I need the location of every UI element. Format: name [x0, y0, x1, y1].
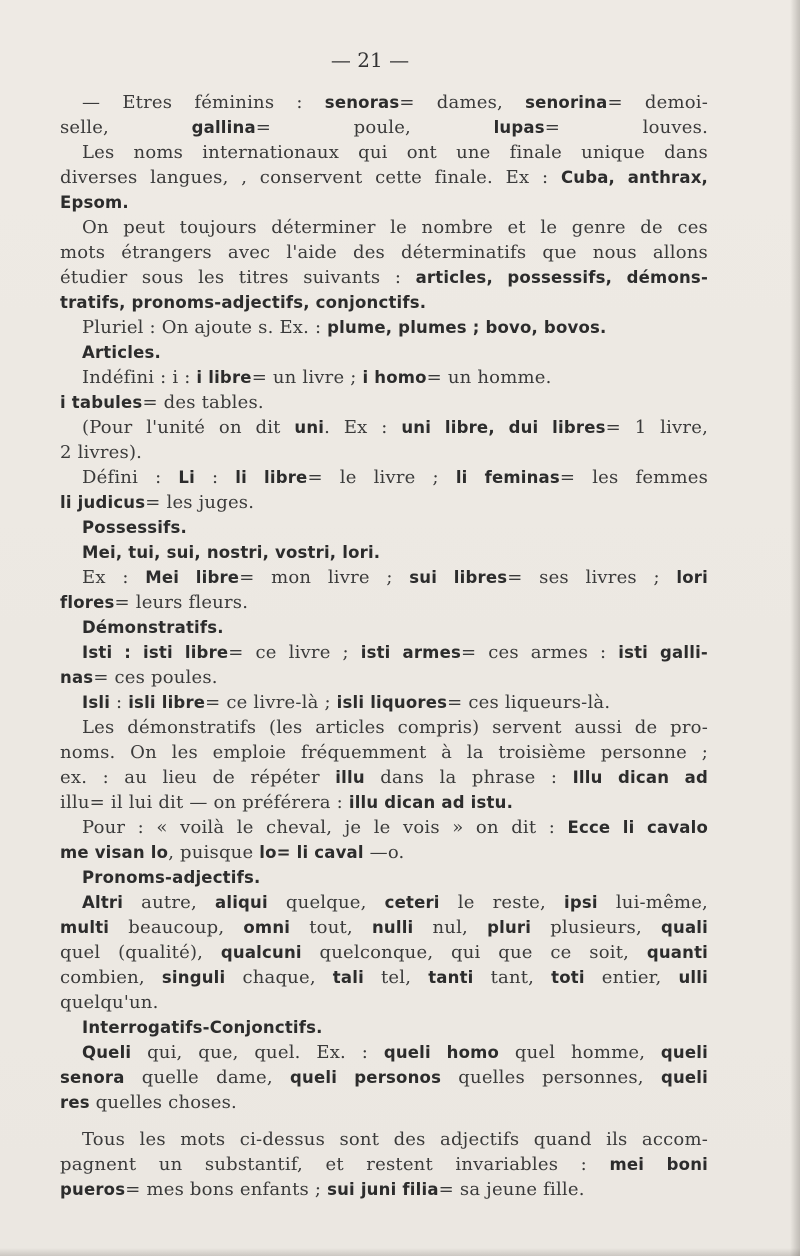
text-run: Indéfini : i : [82, 367, 197, 388]
bold-term: qualcuni [220, 943, 302, 962]
text-run: quelconque, qui que ce soit, [301, 942, 647, 963]
text-run: = ses livres ; [507, 567, 677, 588]
text-line [60, 865, 708, 890]
bold-term: tali [332, 968, 364, 987]
bold-term: senora [60, 1068, 125, 1087]
bold-term: ceteri [384, 893, 440, 912]
text-run: nul, [413, 917, 488, 938]
text-run: selle, [60, 117, 192, 138]
bold-term: Cuba, anthrax, [560, 168, 709, 187]
text-run: Pluriel : On ajoute s. Ex. : [82, 317, 328, 338]
text-line [60, 915, 708, 940]
text-line [60, 1090, 708, 1115]
bold-term: nulli [371, 918, 414, 937]
text-line [60, 240, 708, 265]
text-line [60, 1127, 708, 1152]
text-line [60, 740, 708, 765]
bold-term: ipsi [564, 893, 598, 912]
bold-term: aliqui [215, 893, 268, 912]
text-line [60, 665, 708, 690]
text-run: = un homme. [426, 367, 552, 388]
bold-term: nas [60, 668, 94, 687]
text-line [60, 1015, 708, 1040]
text-run: quelles choses. [89, 1092, 237, 1113]
text-line [60, 465, 708, 490]
text-line [60, 515, 708, 540]
text-run: entier, [584, 967, 679, 988]
page-edge-shadow [790, 0, 800, 1256]
bold-term: lupas [493, 118, 545, 137]
text-run: = sa jeune fille. [438, 1179, 585, 1200]
text-run: mots étrangers avec l'aide des déterminatifs que nous allons [60, 242, 708, 263]
text-run: Pour : « voilà le cheval, je le vois » on dit : [82, 817, 568, 838]
bold-term: i libre [196, 368, 252, 387]
text-run: = les femmes [559, 467, 709, 488]
text-run: = poule, [255, 117, 494, 138]
text-run: pagnent un substantif, et restent invariables : [60, 1154, 610, 1175]
text-line [60, 990, 708, 1015]
text-run: dans la phrase : [364, 767, 573, 788]
text-run: = mon livre ; [239, 567, 410, 588]
bold-term: pueros [60, 1180, 126, 1199]
text-run: Les noms internationaux qui ont une finale unique dans [82, 142, 708, 163]
bold-term: lo= li caval [259, 843, 364, 862]
bold-term: isti galli- [618, 643, 708, 662]
bold-term: me visan lo [60, 843, 169, 862]
bold-term: quanti [646, 943, 709, 962]
text-run: étudier sous les titres suivants : [60, 267, 416, 288]
text-run: Défini : [82, 467, 179, 488]
text-run: 2 livres). [60, 442, 143, 463]
text-run: = 1 livre, [605, 417, 708, 438]
bold-term: senoras [324, 93, 400, 112]
text-run: combien, [60, 967, 162, 988]
text-line [60, 890, 708, 915]
text-run: ex. : au lieu de répéter [60, 767, 336, 788]
bold-term: i homo [362, 368, 427, 387]
bold-term: queli [660, 1043, 708, 1062]
text-run: quelle dame, [124, 1067, 291, 1088]
bold-term: gallina [191, 118, 256, 137]
text-run: le reste, [439, 892, 564, 913]
bold-term: isli libre [128, 693, 206, 712]
bold-term: li feminas [455, 468, 560, 487]
text-run: (Pour l'unité on dit [82, 417, 295, 438]
bold-term: illu [335, 768, 365, 787]
bold-term: Mei, tui, sui, nostri, vostri, lori. [82, 543, 381, 562]
bold-term: omni [243, 918, 291, 937]
text-run: illu= il lui dit — on préférera : [60, 792, 349, 813]
text-line [60, 215, 708, 240]
text-run: beaucoup, [109, 917, 244, 938]
text-line [60, 540, 708, 565]
bold-term: Isti : isti libre [82, 643, 229, 662]
text-run: noms. On les emploie fréquemment à la troisième personne ; [60, 742, 708, 763]
text-run: lui-même, [597, 892, 708, 913]
text-run: quel homme, [499, 1042, 661, 1063]
text-run: = ce livre ; [228, 642, 361, 663]
bold-term: li libre [235, 468, 308, 487]
text-run: = le livre ; [307, 467, 456, 488]
text-run: = les juges. [145, 492, 255, 513]
text-line [60, 290, 708, 315]
bold-term: tanti [428, 968, 474, 987]
bold-term: sui libres [409, 568, 508, 587]
text-line [60, 940, 708, 965]
text-line [60, 90, 708, 115]
bold-term: pluri [487, 918, 532, 937]
bold-term: toti [551, 968, 585, 987]
text-run: = un livre ; [251, 367, 363, 388]
text-run: . Ex : [324, 417, 402, 438]
bold-term: queli [660, 1068, 708, 1087]
bold-term: multi [60, 918, 110, 937]
paragraph-gap [60, 1115, 708, 1127]
bold-term: Altri [82, 893, 124, 912]
text-line [60, 390, 708, 415]
text-run: , puisque [168, 842, 260, 863]
text-run: qui, que, quel. Ex. : [131, 1042, 384, 1063]
text-line [60, 615, 708, 640]
text-line [60, 190, 708, 215]
bold-term: res [60, 1093, 90, 1112]
text-line [60, 815, 708, 840]
text-line [60, 340, 708, 365]
bold-term: uni [294, 418, 325, 437]
page-bottom-shadow [0, 1248, 800, 1256]
text-line [60, 590, 708, 615]
text-run: = ces poules. [93, 667, 218, 688]
text-line [60, 440, 708, 465]
text-line [60, 965, 708, 990]
text-line [60, 1177, 708, 1202]
text-run: = des tables. [142, 392, 264, 413]
text-run: plusieurs, [531, 917, 661, 938]
bold-term: i tabules [60, 393, 143, 412]
bold-term: Pronoms-adjectifs. [82, 868, 261, 887]
text-run: = mes bons enfants ; [125, 1179, 328, 1200]
bold-term: Possessifs. [82, 518, 188, 537]
text-run: tout, [290, 917, 372, 938]
text-run: quelles personnes, [441, 1067, 661, 1088]
text-line [60, 115, 708, 140]
bold-term: tratifs, pronoms-adjectifs, conjonctifs. [60, 293, 427, 312]
text-run: tel, [363, 967, 429, 988]
text-line [60, 1152, 708, 1177]
bold-term: quali [660, 918, 708, 937]
text-run: diverses langues, , conservent cette finale. Ex : [60, 167, 561, 188]
bold-term: ulli [678, 968, 708, 987]
bold-term: sui juni filia [327, 1180, 439, 1199]
text-run: : [194, 467, 236, 488]
text-run: Tous les mots ci-dessus sont des adjectifs quand ils accom- [82, 1129, 708, 1150]
bold-term: li judicus [60, 493, 146, 512]
text-line [60, 315, 708, 340]
bold-term: queli personos [290, 1068, 442, 1087]
text-line [60, 415, 708, 440]
bold-term: Démonstratifs. [82, 618, 224, 637]
text-line [60, 1065, 708, 1090]
bold-term: Illu dican ad [572, 768, 708, 787]
text-run: tant, [473, 967, 552, 988]
bold-term: uni libre, dui libres [401, 418, 606, 437]
bold-term: Isli [82, 693, 111, 712]
text-run: —o. [363, 842, 405, 863]
text-line [60, 265, 708, 290]
bold-term: queli homo [383, 1043, 500, 1062]
text-run: = dames, [399, 92, 526, 113]
bold-term: isti armes [360, 643, 461, 662]
text-run: quelque, [267, 892, 385, 913]
text-run: autre, [123, 892, 215, 913]
page-number: — 21 — [330, 48, 410, 72]
text-line [60, 690, 708, 715]
text-run: quel (qualité), [60, 942, 221, 963]
page-body-text [60, 90, 708, 1202]
bold-term: lori [676, 568, 708, 587]
text-run: On peut toujours déterminer le nombre et le genre de ces [82, 217, 708, 238]
bold-term: Interrogatifs-Conjonctifs. [82, 1018, 323, 1037]
text-run: = demoi- [607, 92, 708, 113]
text-line [60, 1040, 708, 1065]
text-line [60, 140, 708, 165]
text-run: = leurs fleurs. [114, 592, 249, 613]
text-line [60, 765, 708, 790]
bold-term: Epsom. [60, 193, 129, 212]
text-line [60, 165, 708, 190]
text-line [60, 365, 708, 390]
text-run: = louves. [544, 117, 709, 138]
bold-term: Queli [82, 1043, 132, 1062]
text-run: Les démonstratifs (les articles compris) servent aussi de pro- [82, 717, 708, 738]
text-run: : [110, 692, 129, 713]
bold-term: senorina [525, 93, 608, 112]
bold-term: illu dican ad istu. [348, 793, 514, 812]
text-run: = ce livre-là ; [205, 692, 337, 713]
text-line [60, 565, 708, 590]
bold-term: Ecce li cavalo [567, 818, 708, 837]
text-line [60, 715, 708, 740]
text-run: Ex : [82, 567, 146, 588]
text-run: quelqu'un. [60, 992, 159, 1013]
bold-term: flores [60, 593, 115, 612]
bold-term: Articles. [82, 343, 161, 362]
bold-term: isli liquores [336, 693, 448, 712]
bold-term: articles, possessifs, démons- [415, 268, 709, 287]
bold-term: Li [178, 468, 195, 487]
text-run: = ces armes : [461, 642, 619, 663]
text-line [60, 640, 708, 665]
bold-term: Mei libre [145, 568, 240, 587]
text-run: — Etres féminins : [82, 92, 325, 113]
bold-term: singuli [161, 968, 226, 987]
text-run: chaque, [225, 967, 333, 988]
text-line [60, 790, 708, 815]
text-line [60, 840, 708, 865]
bold-term: mei boni [609, 1155, 709, 1174]
text-line [60, 490, 708, 515]
text-run: = ces liqueurs-là. [447, 692, 611, 713]
bold-term: plume, plumes ; bovo, bovos. [327, 318, 607, 337]
